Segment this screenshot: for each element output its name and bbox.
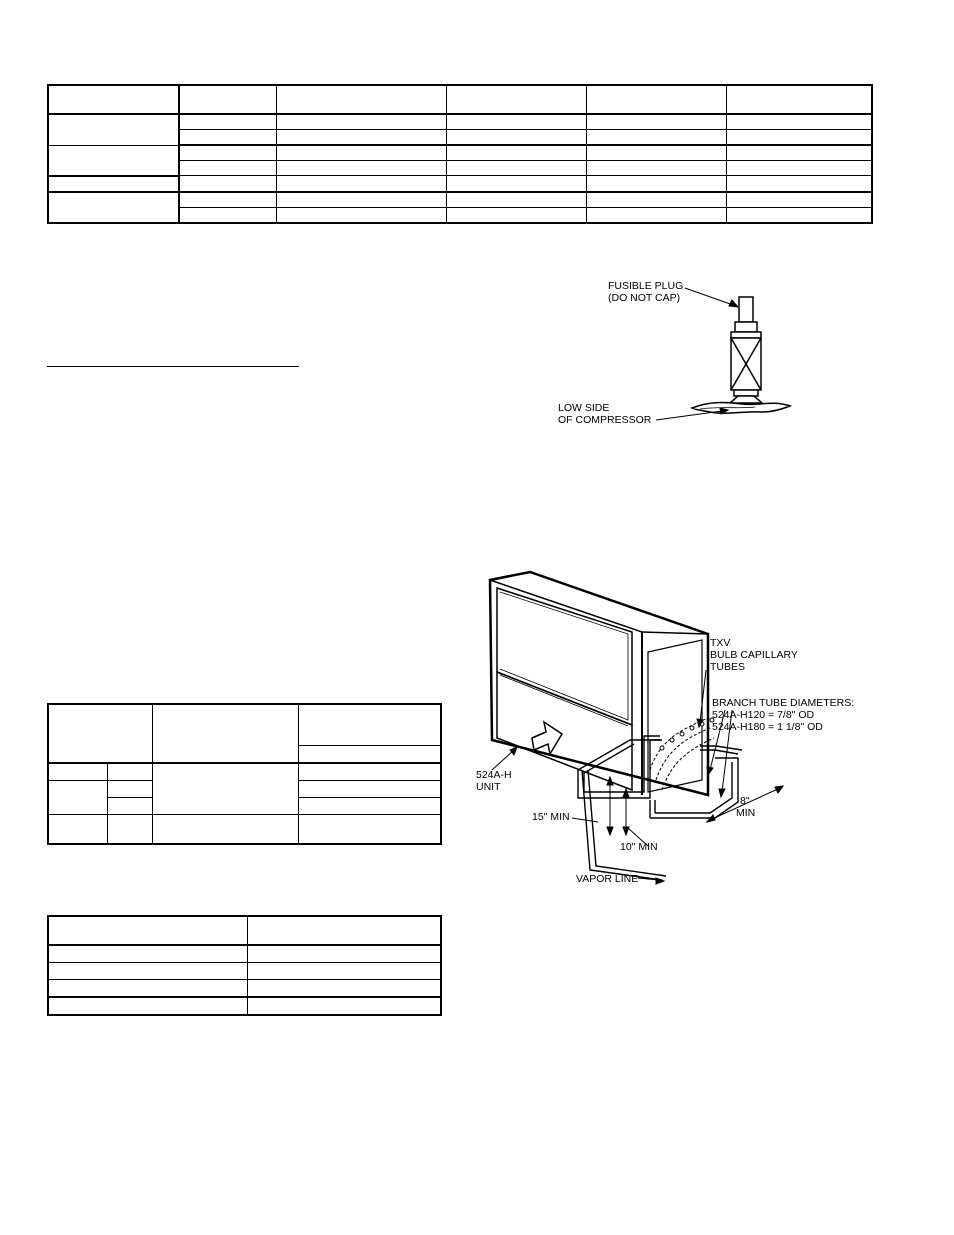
table-cell (179, 176, 276, 192)
table-cell (152, 704, 298, 763)
table-cell (446, 207, 586, 223)
table-cell (446, 161, 586, 176)
table-cell (586, 85, 726, 114)
table-row (48, 114, 872, 130)
table-cell (152, 763, 298, 815)
table-cell (48, 781, 107, 815)
table-cell (276, 176, 446, 192)
table-cell (179, 114, 276, 130)
fusible-plug-label-2: (DO NOT CAP) (608, 292, 681, 304)
table-cell (726, 207, 872, 223)
table-cell (298, 704, 441, 746)
table-cell (726, 161, 872, 176)
table-cell (298, 746, 441, 764)
table-cell (586, 161, 726, 176)
table-row (48, 997, 441, 1015)
table-cell (276, 207, 446, 223)
txv-label-2: BULB CAPILLARY (710, 649, 798, 661)
table-cell (179, 192, 276, 208)
table-cell (726, 114, 872, 130)
table-cell (247, 963, 441, 980)
table-header-row (48, 916, 441, 945)
unit-label-2: UNIT (476, 781, 501, 793)
table-cell (726, 130, 872, 146)
table-cell (48, 704, 152, 763)
table-cell (298, 781, 441, 798)
table-cell (726, 176, 872, 192)
low-side-label-2: OF COMPRESSOR (558, 414, 652, 426)
table-cell (48, 192, 179, 223)
table-cell (107, 781, 152, 798)
table-cell (48, 980, 247, 998)
table-cell (726, 85, 872, 114)
txv-label-3: TUBES (710, 661, 746, 673)
table-cell (107, 815, 152, 845)
table-cell (276, 161, 446, 176)
table-cell (726, 192, 872, 208)
table-row (48, 176, 872, 192)
table-row (48, 980, 441, 998)
table-row (48, 192, 872, 208)
table-cell (446, 176, 586, 192)
table-cell (586, 145, 726, 161)
fusible-plug-figure (550, 275, 800, 435)
heading-underline (47, 366, 299, 367)
table-cell (586, 192, 726, 208)
table-cell (298, 815, 441, 845)
min-8-label-1: 8" (740, 795, 750, 807)
vapor-line-label: VAPOR LINE (576, 873, 639, 885)
fusible-plug-leaders (656, 288, 738, 420)
table-row (48, 815, 441, 845)
table-cell (48, 963, 247, 980)
table-row (48, 945, 441, 963)
table-cell (48, 763, 107, 781)
table-cell (179, 161, 276, 176)
branch-label-3: 524A-H180 = 1 1/8" OD (712, 721, 823, 733)
table-cell (247, 997, 441, 1015)
table-cell (446, 114, 586, 130)
table-cell (48, 916, 247, 945)
table-cell (48, 145, 179, 176)
min-8-label-2: MIN (736, 807, 756, 819)
table-cell (276, 114, 446, 130)
table-cell (446, 145, 586, 161)
table-cell (48, 815, 107, 845)
middle-data-table (47, 703, 442, 845)
table-cell (446, 85, 586, 114)
table-header-row (48, 704, 441, 746)
table-cell (298, 763, 441, 781)
table-cell (446, 192, 586, 208)
table-cell (298, 798, 441, 815)
min-15-label: 15" MIN (532, 811, 570, 823)
table-cell (179, 145, 276, 161)
table-cell (179, 85, 276, 114)
table-cell (276, 130, 446, 146)
table-cell (276, 192, 446, 208)
table-cell (276, 145, 446, 161)
table-cell (179, 130, 276, 146)
table-cell (152, 815, 298, 845)
bottom-data-table (47, 915, 442, 1016)
branch-label-1: BRANCH TUBE DIAMETERS: (712, 697, 855, 709)
fusible-plug-drawing (692, 297, 790, 413)
table-header-row (48, 85, 872, 114)
table-cell (586, 130, 726, 146)
low-side-label-1: LOW SIDE (558, 402, 610, 414)
table-row (48, 763, 441, 781)
unit-label-1: 524A-H (476, 769, 512, 781)
table-cell (48, 945, 247, 963)
table-cell (586, 114, 726, 130)
table-cell (247, 980, 441, 998)
table-cell (586, 207, 726, 223)
table-row (48, 963, 441, 980)
table-cell (726, 145, 872, 161)
branch-label-2: 524A-H120 = 7/8" OD (712, 709, 815, 721)
table-cell (247, 916, 441, 945)
min-10-label: 10" MIN (620, 841, 658, 853)
table-cell (48, 114, 179, 145)
table-cell (48, 997, 247, 1015)
table-row (48, 145, 872, 161)
unit-piping-figure (470, 570, 880, 890)
table-cell (446, 130, 586, 146)
top-data-table (47, 84, 873, 224)
table-cell (48, 85, 179, 114)
table-cell (276, 85, 446, 114)
txv-label-1: TXV (710, 637, 731, 649)
table-cell (247, 945, 441, 963)
table-cell (107, 798, 152, 815)
table-cell (586, 176, 726, 192)
table-cell (48, 176, 179, 192)
table-cell (179, 207, 276, 223)
table-cell (107, 763, 152, 781)
unit-cabinet (490, 572, 708, 795)
fusible-plug-label-1: FUSIBLE PLUG (608, 280, 684, 292)
